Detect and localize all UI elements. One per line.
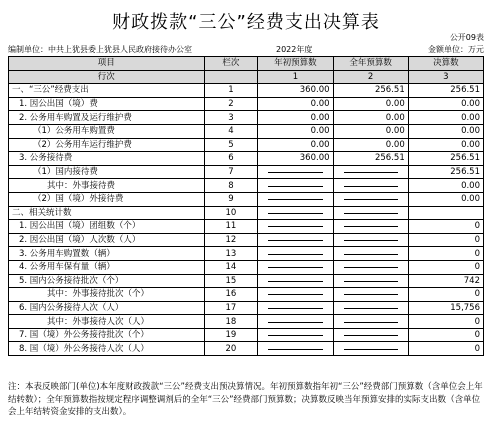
table-row	[9, 165, 484, 179]
value-cell-v2: 0.00	[333, 111, 408, 125]
empty-dash-cell	[333, 328, 408, 342]
row-label: 5. 国内公务接待批次（个）	[9, 274, 205, 288]
row-seq: 16	[204, 288, 258, 302]
value-cell-v3: 0.00	[408, 138, 483, 152]
value-cell-v3: 0.00	[408, 192, 483, 206]
row-seq: 19	[204, 328, 258, 342]
value-cell-v3: 256.51	[408, 84, 483, 98]
row-seq: 4	[204, 124, 258, 138]
row-label: 一、“三公”经费支出	[9, 84, 205, 98]
row-label: 1. 因公出国（境）团组数（个）	[9, 220, 205, 234]
value-cell-v3: 0	[408, 288, 483, 302]
row-seq: 15	[204, 274, 258, 288]
table-row	[9, 274, 484, 288]
row-seq: 18	[204, 315, 258, 329]
row-label: （1）公务用车购置费	[9, 124, 205, 138]
empty-dash-cell	[333, 247, 408, 261]
table-row	[9, 111, 484, 125]
header-initial-budget: 年初预算数	[258, 57, 333, 71]
row-seq: 5	[204, 138, 258, 152]
header-seq: 栏次	[204, 57, 258, 71]
row-seq: 17	[204, 301, 258, 315]
compiling-unit: 编制单位：中共上犹县委上犹县人民政府接待办公室	[8, 45, 192, 54]
row-label: （2）国（境）外接待费	[9, 192, 205, 206]
row-seq: 11	[204, 220, 258, 234]
value-cell-v2: 0.00	[333, 138, 408, 152]
empty-dash-cell	[258, 233, 333, 247]
empty-dash-cell	[258, 328, 333, 342]
header-item: 项目	[9, 57, 205, 71]
value-cell-v2: 256.51	[333, 84, 408, 98]
header-full-year-budget: 全年预算数	[333, 57, 408, 71]
table-row	[9, 233, 484, 247]
value-cell-v2: 0.00	[333, 97, 408, 111]
row-seq: 14	[204, 260, 258, 274]
table-row	[9, 301, 484, 315]
row-label: 8. 国（境）外公务接待人次（人）	[9, 342, 205, 356]
empty-dash-cell	[333, 192, 408, 206]
value-cell-v3: 0	[408, 233, 483, 247]
row-label: （2）公务用车运行维护费	[9, 138, 205, 152]
row-seq: 12	[204, 233, 258, 247]
table-row	[9, 138, 484, 152]
table-row	[9, 328, 484, 342]
row-label: 其中：外事接待批次（个）	[9, 288, 205, 302]
value-cell-v3: 0.00	[408, 111, 483, 125]
table-row	[9, 247, 484, 261]
empty-dash-cell	[333, 165, 408, 179]
row-seq: 9	[204, 192, 258, 206]
row-seq: 1	[204, 84, 258, 98]
row-seq: 7	[204, 165, 258, 179]
table-row	[9, 152, 484, 166]
empty-dash-cell	[333, 206, 408, 220]
value-cell-v3	[408, 206, 483, 220]
budget-table	[8, 56, 484, 356]
row-label: 7. 国（境）外公务接待批次（个）	[9, 328, 205, 342]
value-cell-v2: 256.51	[333, 152, 408, 166]
table-row	[9, 192, 484, 206]
empty-dash-cell	[333, 179, 408, 193]
row-label: 3. 公务用车购置数（辆）	[9, 247, 205, 261]
value-cell-v1: 360.00	[258, 84, 333, 98]
value-cell-v3: 0.00	[408, 179, 483, 193]
empty-dash-cell	[258, 165, 333, 179]
row-seq: 20	[204, 342, 258, 356]
value-cell-v3: 256.51	[408, 152, 483, 166]
row-seq: 13	[204, 247, 258, 261]
table-row	[9, 342, 484, 356]
row-seq: 3	[204, 111, 258, 125]
empty-dash-cell	[258, 192, 333, 206]
value-cell-v3: 742	[408, 274, 483, 288]
row-seq: 8	[204, 179, 258, 193]
header-row-label: 行次	[9, 70, 205, 84]
row-label: 6. 国内公务接待人次（人）	[9, 301, 205, 315]
row-label: 二、相关统计数	[9, 206, 205, 220]
row-label: 其中：外事接待人次（人）	[9, 315, 205, 329]
report-title: 财政拨款“三公”经费支出决算表	[112, 12, 380, 33]
value-cell-v3: 0	[408, 315, 483, 329]
empty-dash-cell	[333, 288, 408, 302]
row-label: 2. 因公出国（境）人次数（人）	[9, 233, 205, 247]
value-cell-v1: 360.00	[258, 152, 333, 166]
table-row	[9, 260, 484, 274]
value-cell-v3: 0	[408, 328, 483, 342]
table-row	[9, 84, 484, 98]
empty-dash-cell	[333, 233, 408, 247]
table-row	[9, 124, 484, 138]
table-row	[9, 315, 484, 329]
empty-dash-cell	[258, 274, 333, 288]
empty-dash-cell	[333, 260, 408, 274]
row-seq: 2	[204, 97, 258, 111]
empty-dash-cell	[333, 220, 408, 234]
row-label: 1. 因公出国（境）费	[9, 97, 205, 111]
form-code: 公开09表	[449, 33, 484, 42]
amount-unit: 金额单位：万元	[428, 45, 484, 54]
value-cell-v3: 0	[408, 247, 483, 261]
header-empty	[204, 70, 258, 84]
empty-dash-cell	[333, 274, 408, 288]
table-subheader-row	[9, 70, 484, 84]
empty-dash-cell	[333, 315, 408, 329]
value-cell-v3: 15,756	[408, 301, 483, 315]
table-row	[9, 97, 484, 111]
table-row	[9, 220, 484, 234]
empty-dash-cell	[258, 288, 333, 302]
table-header-row	[9, 57, 484, 71]
empty-dash-cell	[258, 260, 333, 274]
empty-dash-cell	[258, 206, 333, 220]
value-cell-v1: 0.00	[258, 138, 333, 152]
row-label: 4. 公务用车保有量（辆）	[9, 260, 205, 274]
empty-dash-cell	[333, 301, 408, 315]
header-col-2: 2	[333, 70, 408, 84]
value-cell-v3: 0	[408, 342, 483, 356]
footnote: 注：本表反映部门(单位)本年度财政拨款“三公”经费支出预决算情况。年初预算数指年初“三公”经费部门预算数（含单位会上年结转数）；全年预算数指按规定程序调整调剂后的全年“三公”经费部门预算数；决算数反映当年预算安排的实际支出数（含单位会上年结转资金安排的支出数）。	[8, 382, 483, 417]
value-cell-v2: 0.00	[333, 124, 408, 138]
header-col-1: 1	[258, 70, 333, 84]
row-seq: 6	[204, 152, 258, 166]
report-meta-row	[8, 44, 484, 55]
value-cell-v1: 0.00	[258, 97, 333, 111]
row-label: 3. 公务接待费	[9, 152, 205, 166]
empty-dash-cell	[333, 342, 408, 356]
header-final-account: 决算数	[408, 57, 483, 71]
value-cell-v3: 256.51	[408, 165, 483, 179]
value-cell-v3: 0	[408, 220, 483, 234]
row-label: 2. 公务用车购置及运行维护费	[9, 111, 205, 125]
empty-dash-cell	[258, 179, 333, 193]
row-label: 其中：外事接待费	[9, 179, 205, 193]
value-cell-v3: 0.00	[408, 124, 483, 138]
fiscal-year: 2022年度	[276, 45, 313, 54]
table-row	[9, 179, 484, 193]
value-cell-v3: 0	[408, 260, 483, 274]
table-row	[9, 288, 484, 302]
empty-dash-cell	[258, 315, 333, 329]
row-seq: 10	[204, 206, 258, 220]
value-cell-v3: 0.00	[408, 97, 483, 111]
table-row	[9, 206, 484, 220]
empty-dash-cell	[258, 342, 333, 356]
value-cell-v1: 0.00	[258, 124, 333, 138]
empty-dash-cell	[258, 247, 333, 261]
empty-dash-cell	[258, 220, 333, 234]
header-col-3: 3	[408, 70, 483, 84]
empty-dash-cell	[258, 301, 333, 315]
value-cell-v1: 0.00	[258, 111, 333, 125]
row-label: （1）国内接待费	[9, 165, 205, 179]
